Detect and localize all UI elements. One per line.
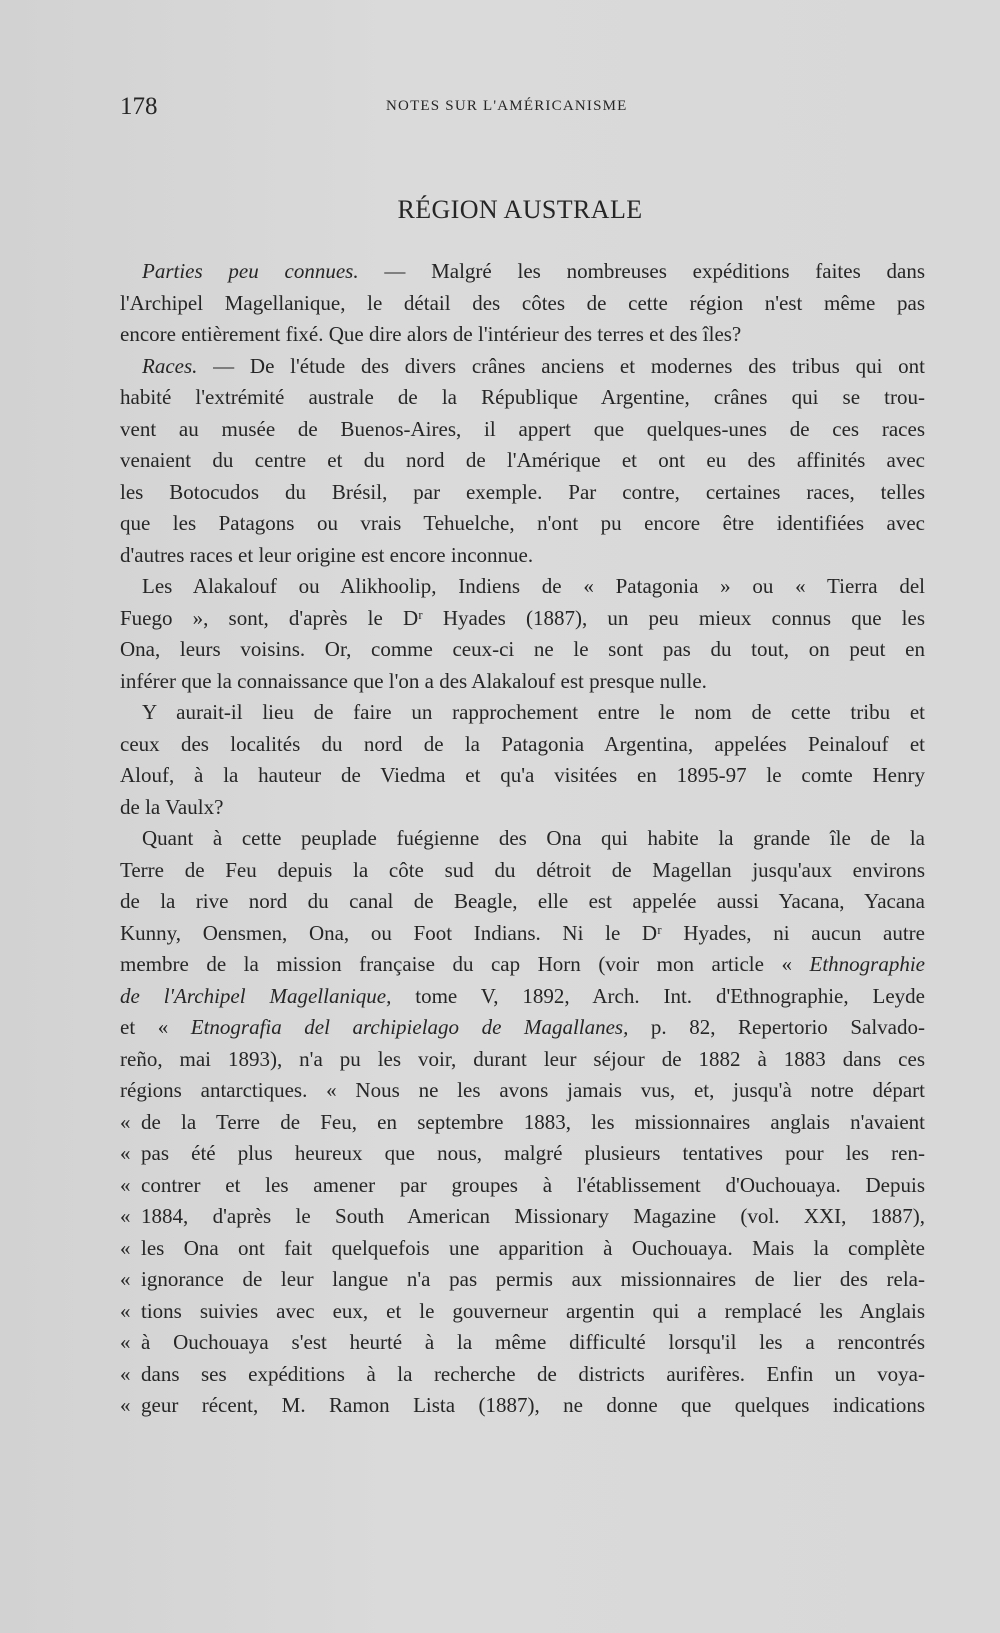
text-line — [120, 1075, 925, 1107]
quote-text — [141, 1390, 925, 1422]
text-line — [120, 981, 925, 1013]
text-line — [120, 666, 925, 698]
italic-text: Ethnographie — [809, 952, 925, 976]
text-run: pas été plus heureux que nous, malgré plusieurs tentatives pour les ren- — [141, 1141, 925, 1165]
text-run: Ona, leurs voisins. Or, comme ceux-ci ne le sont pas du tout, on peut en — [120, 637, 925, 661]
text-run: geur récent, M. Ramon Lista (1887), ne donne que quelques indications — [141, 1393, 925, 1417]
text-run: d'autres races et leur origine est encore inconnue. — [120, 542, 534, 567]
text-line — [120, 414, 925, 446]
text-run: encore entièrement fixé. Que dire alors de l'intérieur des terres et des îles? — [120, 322, 742, 346]
italic-text: de l'Archipel Magellanique, — [120, 983, 392, 1008]
text-run: de la Vaulx? — [120, 794, 224, 819]
text-run: de la rive nord du canal de Beagle, elle est appelée aussi Yacana, Yacana — [120, 889, 925, 913]
quote-mark: « — [120, 1204, 131, 1228]
text-line — [120, 697, 925, 729]
quote-text — [141, 1264, 925, 1296]
quote-text — [141, 1233, 925, 1265]
text-line — [120, 1170, 925, 1202]
text-line — [120, 792, 925, 824]
text-line — [120, 760, 925, 792]
text-run: reño, mai 1893), n'a pu les voir, durant leur séjour de 1882 à 1883 dans ces — [120, 1046, 925, 1071]
text-line — [120, 319, 925, 351]
text-line — [120, 729, 925, 761]
text-line — [120, 1233, 925, 1265]
text-run: Y aurait-il lieu de faire un rapprochement entre le nom de cette tribu et — [142, 700, 925, 724]
text-line — [120, 603, 925, 635]
text-run: p. 82, Repertorio Salvado- — [628, 1015, 925, 1039]
text-run: membre de la mission française du cap Horn (voir mon article « — [120, 952, 810, 976]
quote-mark: « — [120, 1109, 131, 1134]
text-line — [120, 1138, 925, 1170]
quote-mark: « — [120, 1361, 131, 1386]
text-run: inférer que la connaissance que l'on a des Alakalouf est presque nulle. — [120, 668, 707, 693]
text-run: ignorance de leur langue n'a pas permis aux missionnaires de lier des rela- — [141, 1267, 925, 1291]
page-header — [120, 93, 925, 123]
text-run: régions antarctiques. « Nous ne les avons jamais vus, et, jusqu'à notre départ — [120, 1078, 925, 1102]
text-run: ceux des localités du nord de la Patagonia Argentina, appelées Peinalouf et — [120, 731, 925, 756]
running-head: NOTES SUR L'AMÉRICANISME — [386, 98, 628, 114]
text-line — [120, 1264, 925, 1296]
section-title: RÉGION AUSTRALE — [397, 195, 643, 224]
text-run: Terre de Feu depuis la côte sud du détroit de Magellan jusqu'aux environs — [120, 857, 925, 882]
text-line — [120, 382, 925, 414]
text-line — [120, 855, 925, 887]
quote-mark: « — [120, 1298, 131, 1323]
text-line — [120, 477, 925, 509]
text-run: l'Archipel Magellanique, le détail des côtes de cette région n'est même pas — [120, 290, 925, 315]
text-run: tome V, 1892, Arch. Int. d'Ethnographie, Leyde — [391, 983, 925, 1008]
text-line — [120, 1107, 925, 1139]
quote-text — [141, 1359, 925, 1391]
text-run: vent au musée de Buenos-Aires, il appert que quelques-unes de ces races — [120, 416, 925, 441]
text-line — [120, 823, 925, 855]
text-run: et « — [120, 1015, 191, 1039]
quote-text — [141, 1170, 925, 1202]
text-line — [120, 1359, 925, 1391]
text-run: de la Terre de Feu, en septembre 1883, les missionnaires anglais n'avaient — [141, 1109, 925, 1134]
quote-mark: « — [120, 1235, 131, 1260]
quote-mark: « — [120, 1267, 131, 1291]
text-line — [120, 351, 925, 383]
text-run: venaient du centre et du nord de l'Amérique et ont eu des affinités avec — [120, 448, 925, 472]
text-run: à Ouchouaya s'est heurté à la même difficulté lorsqu'il les a rencontrés — [141, 1330, 925, 1354]
text-line — [120, 1327, 925, 1359]
quote-text — [141, 1201, 925, 1233]
text-run: — De l'étude des divers crânes anciens et modernes des tribus qui ont — [197, 353, 925, 378]
text-run: habité l'extrémité australe de la République Argentine, crânes qui se trou- — [120, 385, 925, 409]
text-line — [120, 508, 925, 540]
text-run: Quant à cette peuplade fuégienne des Ona qui habite la grande île de la — [142, 826, 925, 850]
quote-mark: « — [120, 1393, 131, 1417]
text-run: tions suivies avec eux, et le gouverneur argentin qui a remplacé les Anglais — [141, 1298, 925, 1323]
text-line — [120, 949, 925, 981]
italic-text: Parties peu connues. — [142, 259, 359, 283]
text-line — [120, 1296, 925, 1328]
text-line — [120, 886, 925, 918]
text-run: dans ses expéditions à la recherche de districts aurifères. Enfin un voya- — [141, 1361, 925, 1386]
text-run: les Botocudos du Brésil, par exemple. Par contre, certaines races, telles — [120, 479, 925, 504]
text-run: 1884, d'après le South American Missionary Magazine (vol. XXI, 1887), — [141, 1204, 925, 1228]
text-run: contrer et les amener par groupes à l'établissement d'Ouchouaya. Depuis — [141, 1172, 925, 1197]
text-line — [120, 918, 925, 950]
text-line — [120, 445, 925, 477]
text-run: Les Alakalouf ou Alikhoolip, Indiens de « Patagonia » ou « Tierra del — [142, 574, 925, 598]
text-run: Kunny, Oensmen, Ona, ou Foot Indians. Ni le Dʳ Hyades, ni aucun autre — [120, 920, 925, 945]
quote-text — [141, 1296, 925, 1328]
quote-mark: « — [120, 1141, 131, 1165]
text-line — [120, 1390, 925, 1422]
text-run: Fuego », sont, d'après le Dʳ Hyades (1887), un peu mieux connus que les — [120, 605, 925, 630]
text-line — [120, 288, 925, 320]
page-number: 178 — [120, 93, 158, 120]
text-line — [120, 540, 925, 572]
text-line — [120, 1201, 925, 1233]
quote-text — [141, 1327, 925, 1359]
text-line — [120, 571, 925, 603]
text-run: — Malgré les nombreuses expéditions faites dans — [358, 259, 925, 283]
quote-mark: « — [120, 1330, 131, 1354]
quote-text — [141, 1107, 925, 1139]
quote-mark: « — [120, 1172, 131, 1197]
text-run: Alouf, à la hauteur de Viedma et qu'a visitées en 1895-97 le comte Henry — [120, 763, 925, 787]
text-line — [120, 256, 925, 288]
text-run: que les Patagons ou vrais Tehuelche, n'ont pu encore être identifiées avec — [120, 511, 925, 535]
quote-text — [141, 1138, 925, 1170]
body-text — [120, 256, 925, 1422]
text-line — [120, 634, 925, 666]
text-run: les Ona ont fait quelquefois une apparition à Ouchouaya. Mais la complète — [141, 1235, 925, 1260]
text-line — [120, 1012, 925, 1044]
text-line — [120, 1044, 925, 1076]
italic-text: Etnografia del archipielago de Magallanes, — [190, 1015, 629, 1039]
italic-text: Races. — [142, 353, 198, 378]
